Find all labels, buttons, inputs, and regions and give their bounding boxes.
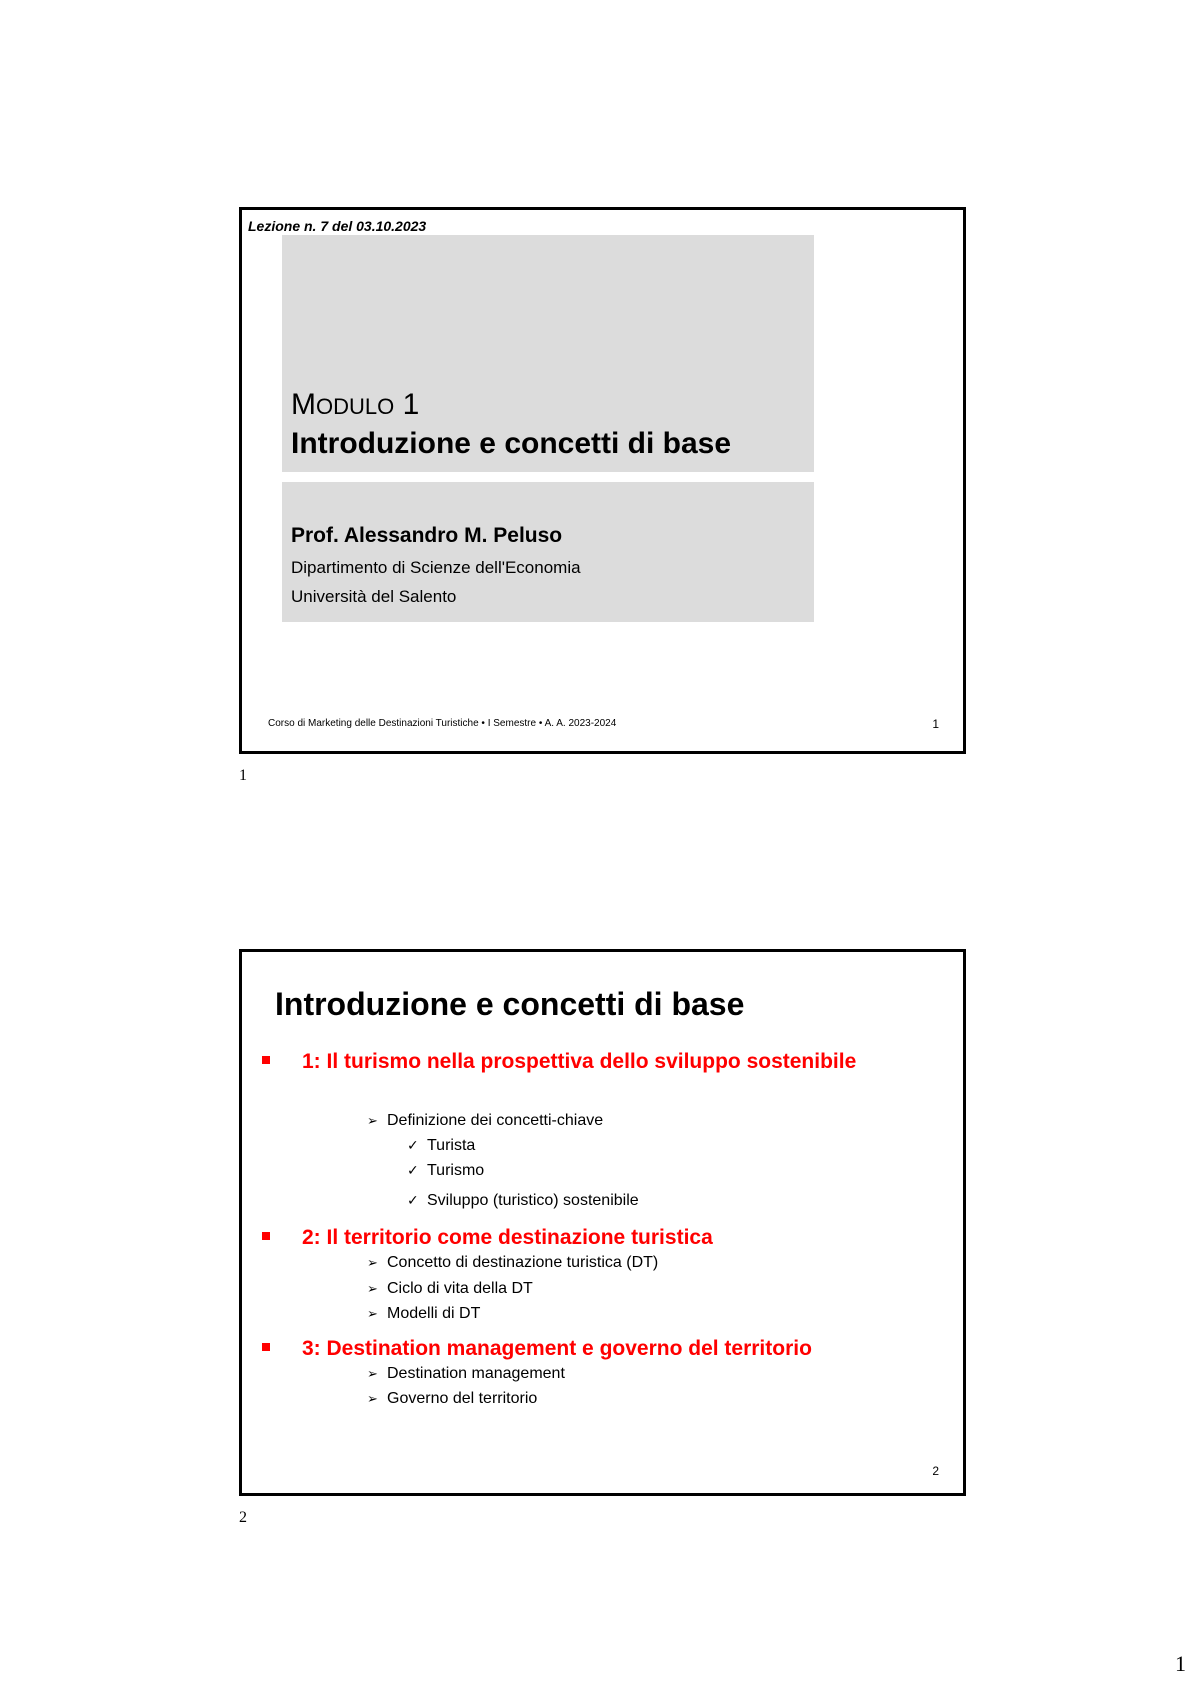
list-item-text: Modelli di DT <box>387 1305 481 1322</box>
module-label-first: M <box>291 388 316 421</box>
check-item-text: Turista <box>427 1137 476 1154</box>
professor-box <box>282 482 814 622</box>
check-item <box>407 1162 484 1180</box>
arrow-bullet-icon: ➢ <box>367 1391 378 1406</box>
list-item <box>367 1390 537 1408</box>
module-label-rest: ODULO <box>316 394 395 419</box>
check-item-text: Turismo <box>427 1162 485 1179</box>
list-item <box>367 1280 533 1298</box>
list-item <box>367 1305 480 1323</box>
arrow-bullet-icon: ➢ <box>367 1306 378 1321</box>
slide-1 <box>239 207 966 754</box>
section-title: 2: Il territorio come destinazione turistica <box>302 1226 713 1249</box>
list-item-text: Ciclo di vita della DT <box>387 1280 533 1297</box>
page-number: 1 <box>1175 1651 1186 1676</box>
list-item <box>367 1365 565 1383</box>
check-item-text: Sviluppo (turistico) sostenibile <box>427 1192 639 1209</box>
square-bullet-icon <box>262 1343 270 1351</box>
arrow-bullet-icon: ➢ <box>367 1281 378 1296</box>
module-label <box>291 387 419 425</box>
square-bullet-icon <box>262 1232 270 1240</box>
list-item-text: Definizione dei concetti-chiave <box>387 1112 604 1129</box>
list-item <box>367 1254 658 1272</box>
slide-2 <box>239 949 966 1496</box>
slide-2-title: Introduzione e concetti di base <box>275 986 745 1022</box>
checkmark-icon: ✓ <box>407 1162 419 1178</box>
list-item <box>367 1112 603 1130</box>
slide-footer: Corso di Marketing delle Destinazioni Turistiche • I Semestre • A. A. 2023-2024 <box>268 718 617 729</box>
slide-number: 2 <box>932 1464 939 1478</box>
arrow-bullet-icon: ➢ <box>367 1113 378 1128</box>
checkmark-icon: ✓ <box>407 1137 419 1153</box>
slide-1-caption: 1 <box>239 767 247 784</box>
professor-name: Prof. Alessandro M. Peluso <box>291 524 563 547</box>
check-item <box>407 1137 475 1155</box>
arrow-bullet-icon: ➢ <box>367 1255 378 1270</box>
list-item-text: Governo del territorio <box>387 1390 538 1407</box>
square-bullet-icon <box>262 1056 270 1064</box>
list-item-text: Destination management <box>387 1365 565 1382</box>
university: Università del Salento <box>291 587 457 606</box>
checkmark-icon: ✓ <box>407 1192 419 1208</box>
arrow-bullet-icon: ➢ <box>367 1366 378 1381</box>
department: Dipartimento di Scienze dell'Economia <box>291 558 581 577</box>
title-box <box>282 235 814 472</box>
slide-number: 1 <box>932 717 939 731</box>
section-title: 3: Destination management e governo del territorio <box>302 1337 812 1360</box>
module-number: 1 <box>402 388 420 421</box>
section-title: 1: Il turismo nella prospettiva dello sviluppo sostenibile <box>302 1050 857 1073</box>
list-item-text: Concetto di destinazione turistica (DT) <box>387 1254 659 1271</box>
slide-2-caption: 2 <box>239 1509 247 1526</box>
check-item <box>407 1192 639 1210</box>
slide-1-title: Introduzione e concetti di base <box>291 427 732 460</box>
lesson-label: Lezione n. 7 del 03.10.2023 <box>248 218 427 234</box>
